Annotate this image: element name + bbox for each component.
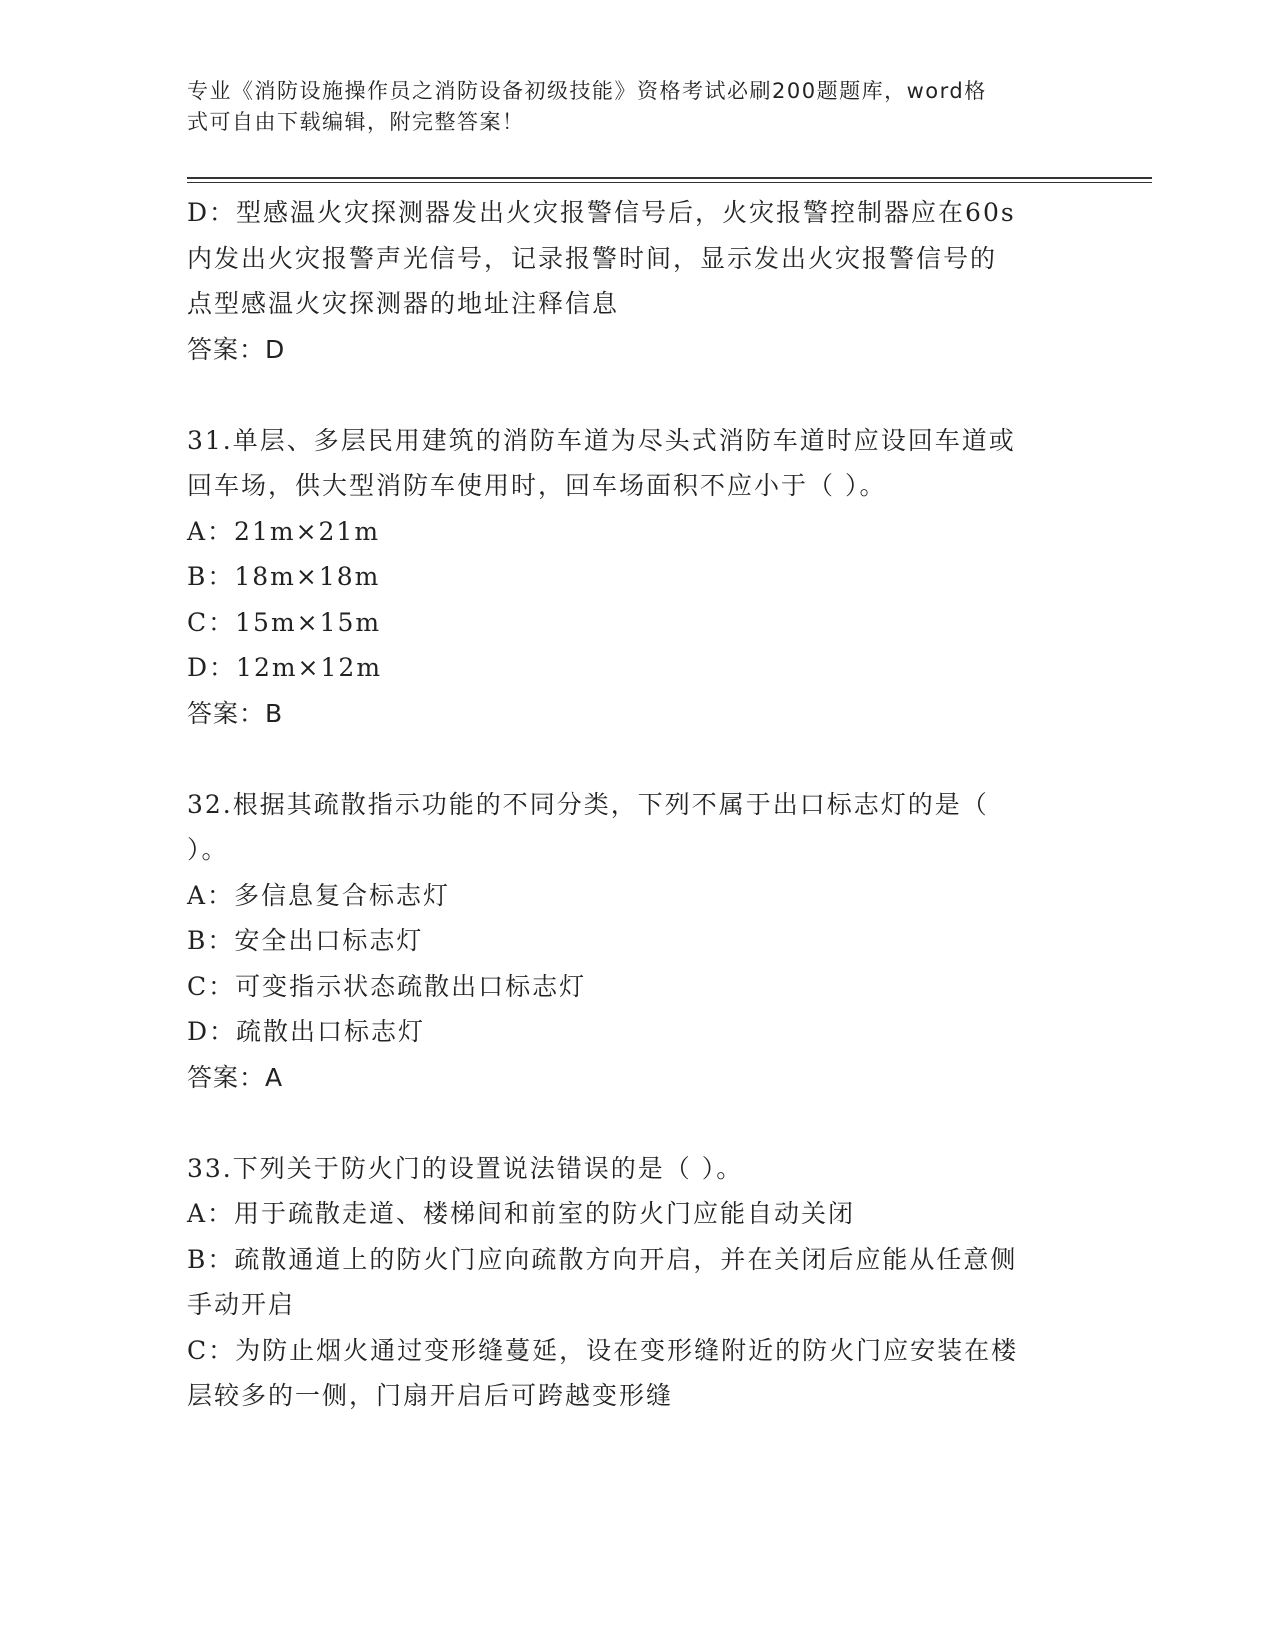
- question-33: [187, 1146, 1077, 1419]
- question-text: 32.根据其疏散指示功能的不同分类，下列不属于出口标志灯的是（: [187, 789, 989, 819]
- question-text: 31.单层、多层民用建筑的消防车道为尽头式消防车道时应设回车道或: [187, 425, 1016, 455]
- option-c-continued: 层较多的一侧，门扇开启后可跨越变形缝: [187, 1381, 674, 1410]
- option-b: B：18m×18m: [187, 562, 381, 591]
- option-a: A：多信息复合标志灯: [187, 880, 451, 910]
- option-d-line: 点型感温火灾探测器的地址注释信息: [187, 289, 620, 318]
- option-c: C：为防止烟火通过变形缝蔓延，设在变形缝附近的防火门应安装在楼: [187, 1335, 1019, 1365]
- option-d: D：12m×12m: [187, 653, 383, 682]
- header-line-2: 式可自由下载编辑，附完整答案！: [187, 110, 525, 134]
- option-b-continued: 手动开启: [187, 1290, 296, 1319]
- spacer: [187, 372, 1077, 418]
- question-32: [187, 782, 1077, 1101]
- question-text: 回车场，供大型消防车使用时，回车场面积不应小于（ ）。: [187, 471, 887, 500]
- spacer: [187, 736, 1077, 782]
- answer-line: 答案：B: [187, 698, 284, 728]
- option-d-line: 内发出火灾报警声光信号，记录报警时间，显示发出火灾报警信号的: [187, 243, 998, 273]
- option-d-line: D：型感温火灾探测器发出火灾报警信号后，火灾报警控制器应在60s: [187, 198, 1016, 227]
- previous-question-tail: [187, 190, 1077, 372]
- option-b: B：安全出口标志灯: [187, 926, 424, 955]
- question-text: 33.下列关于防火门的设置说法错误的是（ ）。: [187, 1153, 744, 1183]
- question-text: ）。: [187, 835, 229, 864]
- header-divider-thick: [187, 177, 1152, 179]
- spacer: [187, 1100, 1077, 1146]
- answer-line: 答案：A: [187, 1062, 284, 1092]
- header-line-1: 专业《消防设施操作员之消防设备初级技能》资格考试必刷200题题库，word格: [187, 79, 987, 103]
- document-body: [187, 190, 1077, 1419]
- option-a: A：21m×21m: [187, 516, 381, 546]
- option-c: C：可变指示状态疏散出口标志灯: [187, 971, 587, 1001]
- option-b: B：疏散通道上的防火门应向疏散方向开启，并在关闭后应能从任意侧: [187, 1244, 1018, 1274]
- question-31: [187, 418, 1077, 737]
- header-divider-thin: [187, 182, 1152, 183]
- answer-line: 答案：D: [187, 334, 286, 364]
- option-a: A：用于疏散走道、楼梯间和前室的防火门应能自动关闭: [187, 1199, 856, 1228]
- option-d: D：疏散出口标志灯: [187, 1017, 426, 1046]
- document-header: [187, 76, 1067, 138]
- option-c: C：15m×15m: [187, 607, 382, 637]
